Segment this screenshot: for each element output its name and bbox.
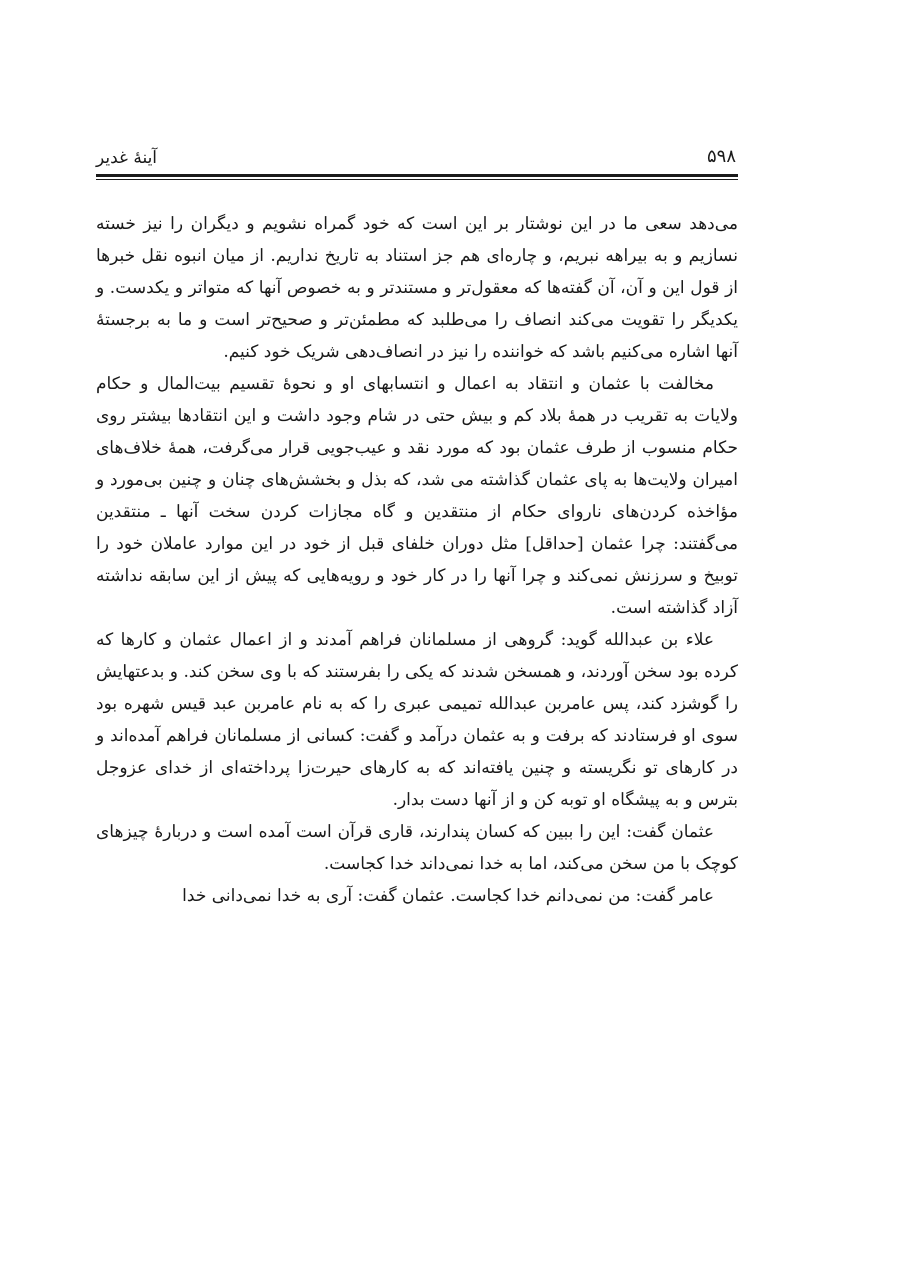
paragraph-1: می‌دهد سعی ما در این نوشتار بر این است که خود گمراه نشویم و دیگران را نیز خسته نسازیم و به بیراهه نبریم، و چاره‌ای هم جز استناد به تاریخ نداریم. از میان انبوه نقل خبرها از قول این و آن، آن گفته‌ها که معقول‌تر و مستندتر و به خصوص آنها که متواتر و یکدست. و یکدیگر را تقویت می‌کند انصاف را می‌طلبد که مطمئن‌تر و صحیح‌تر است و ما به برجستهٔ آنها اشاره می‌کنیم باشد که خواننده را نیز در انصاف‌دهی شریک خود کنیم. <box>96 214 739 362</box>
running-title: آینهٔ غدیر <box>96 148 158 168</box>
header-rule-thin <box>96 179 738 180</box>
running-header <box>96 142 738 178</box>
paragraph-4: عثمان گفت: این را ببین که کسان پندارند، قاری قرآن است آمده است و دربارهٔ چیزهای کوچک با من سخن می‌کند، اما به خدا نمی‌داند خدا کجاست. <box>96 822 738 874</box>
body-text <box>96 208 738 912</box>
paragraph-5: عامر گفت: من نمی‌دانم خدا کجاست. عثمان گفت: آری به خدا نمی‌دانی خدا <box>182 886 714 906</box>
header-rule-thick <box>96 174 738 177</box>
page-number: ۵۹۸ <box>706 146 736 167</box>
paragraph-3: علاء بن عبدالله گوید: گروهی از مسلمانان فراهم آمدند و از اعمال عثمان و کارها که کرده بود سخن آوردند، و همسخن شدند که یکی را بفرستند که با وی سخن کند. و بدعتهایش را گوشزد کند، پس عامربن عبدالله تمیمی عبری را که به نام عامربن عبد قیس شهره بود سوی او فرستادند که برفت و به عثمان درآمد و گفت: کسانی از مسلمانان فراهم آمده‌اند و در کارهای تو نگریسته و چنین یافته‌اند که به کارهای حیرت‌زا پرداخته‌ای از خدای عزوجل بترس و به پیشگاه او توبه کن و از آنها دست بدار. <box>96 630 738 810</box>
paragraph-2: مخالفت با عثمان و انتقاد به اعمال و انتسابهای او و نحوهٔ تقسیم بیت‌المال و حکام ولایات به تقریب در همهٔ بلاد کم و بیش حتی در شام وجود داشت و این انتقادها بیشتر روی حکام منسوب از طرف عثمان بود که مورد نقد و عیب‌جویی قرار می‌گرفت، همهٔ خلاف‌های امیران ولایت‌ها به پای عثمان گذاشته می شد، که بذل و بخشش‌های چنان و چنین بی‌مورد و مؤاخذه کردن‌های ناروای حکام از منتقدین و گاه مجازات کردن سخت آنها ـ منتقدین می‌گفتند: چرا عثمان [حداقل] مثل دوران خلفای قبل از خود در این موارد عاملان خود را توبیخ و سرزنش نمی‌کند و چرا آنها را در کار خود و رویه‌هایی که پیش از این سابقه نداشته آزاد گذاشته است. <box>96 374 738 618</box>
